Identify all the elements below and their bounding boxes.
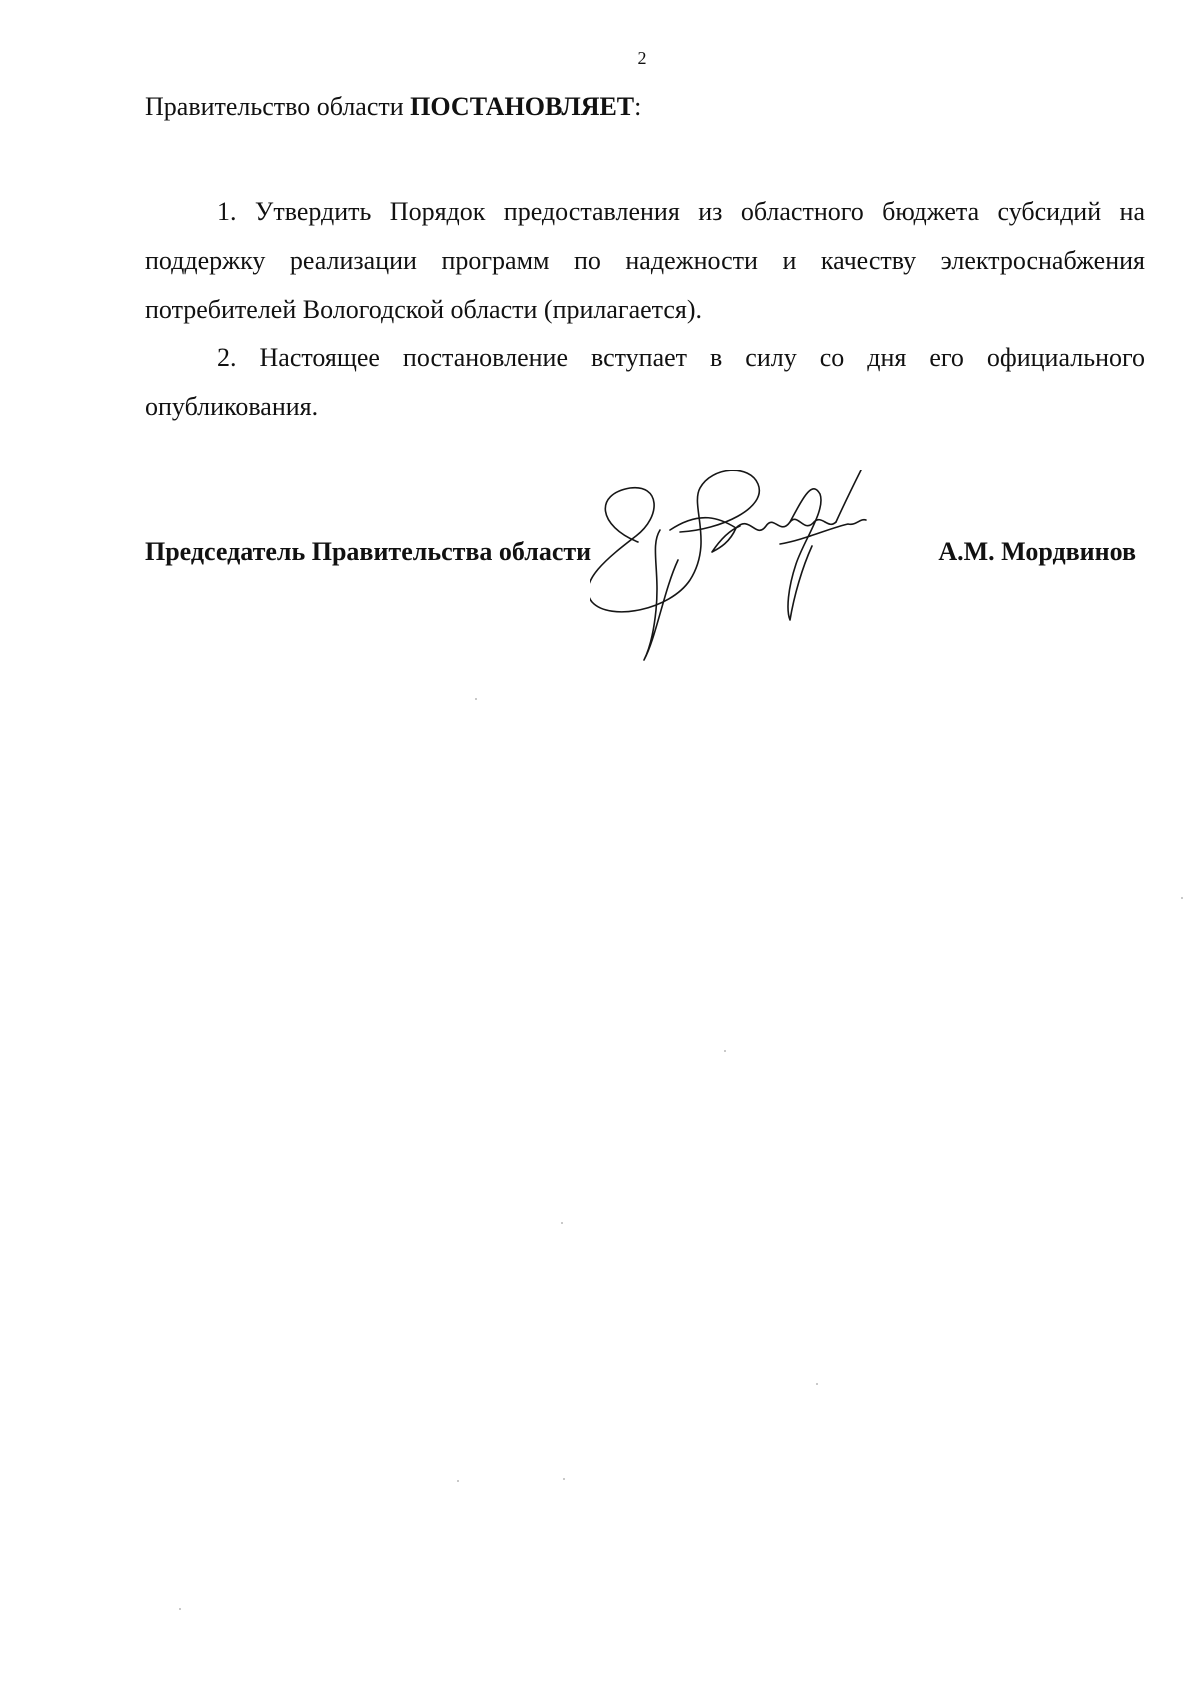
clause-2-text: Настоящее постановление вступает в силу со дня его официального опубликования. (145, 343, 1146, 421)
handwritten-signature (590, 470, 950, 670)
scan-speck (816, 1383, 818, 1385)
clause-1-number: 1. (217, 197, 237, 226)
signatory-name: А.М. Мордвинов (938, 537, 1136, 566)
decree-intro-tail: : (634, 92, 642, 121)
scan-speck (561, 1222, 563, 1224)
signature-stroke-7 (780, 520, 866, 544)
signature-stroke-2 (644, 530, 678, 660)
signature-stroke-6 (836, 470, 862, 522)
scan-speck (457, 1480, 459, 1482)
decree-intro-text: Правительство области (145, 92, 411, 121)
scan-speck (724, 1050, 726, 1052)
clause-1 (145, 187, 1145, 334)
signature-stroke-5 (788, 489, 821, 620)
signatory-role: Председатель Правительства области (145, 537, 592, 566)
decree-keyword: ПОСТАНОВЛЯЕТ (410, 92, 635, 121)
signature-stroke-3 (670, 518, 836, 531)
page-number: 2 (637, 48, 647, 68)
scan-speck (179, 1608, 181, 1610)
signature-stroke-1 (590, 470, 759, 612)
scan-speck (1181, 897, 1183, 899)
clause-1-text: Утвердить Порядок предоставления из областного бюджета субсидий на поддержку реализации программ по надежности и качеству электроснабжения потребителей Вологодской области (прилагается). (145, 197, 1145, 324)
signature-stroke-4 (712, 526, 740, 552)
clause-2 (145, 333, 1145, 431)
decree-intro (145, 92, 641, 122)
scan-speck (563, 1478, 565, 1480)
scan-speck (475, 698, 477, 700)
clause-2-number: 2. (217, 343, 237, 372)
